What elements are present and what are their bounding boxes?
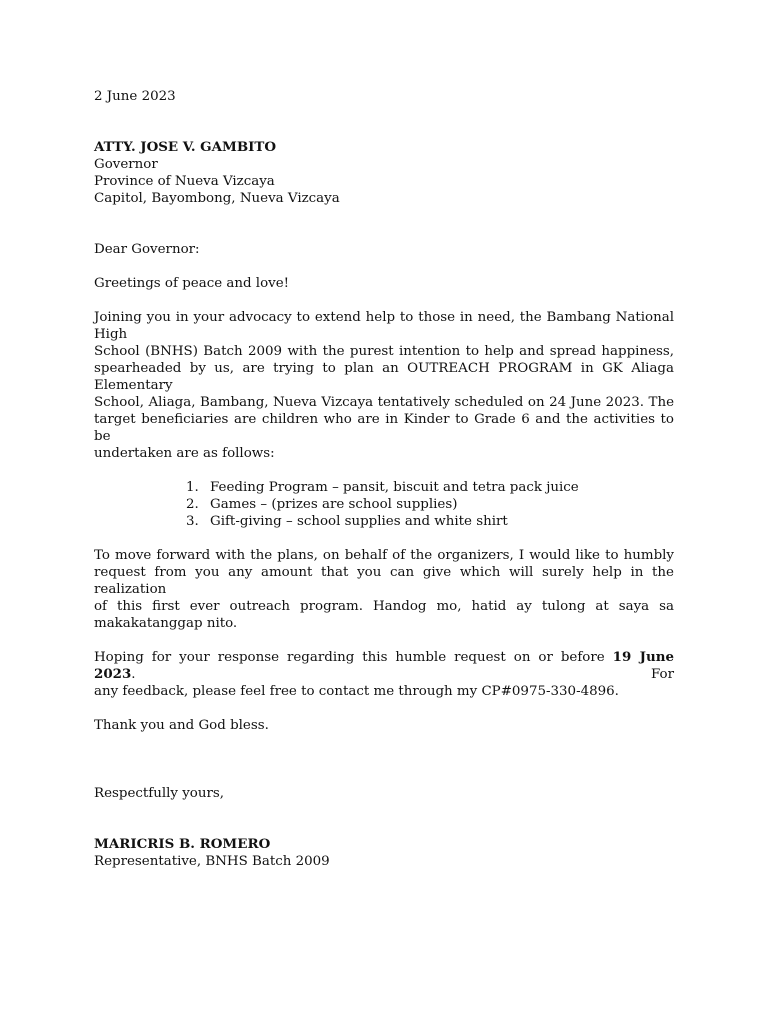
deadline-line-contact: any feedback, please feel free to contact me through my CP#0975-330-4896. <box>94 684 619 699</box>
list-item <box>186 513 674 530</box>
intro-line: Joining you in your advocacy to extend help to those in need, the Bambang National High <box>94 310 674 342</box>
intro-line: School (BNHS) Batch 2009 with the purest intention to help and spread happiness, <box>94 344 674 359</box>
intro-line: undertaken are as follows: <box>94 446 275 461</box>
closing-line: Respectfully yours, <box>94 786 225 801</box>
thanks-line: Thank you and God bless. <box>94 718 269 733</box>
list-item-number: 1. <box>186 480 199 495</box>
intro-line: School, Aliaga, Bambang, Nueva Vizcaya tentatively scheduled on 24 June 2023. The <box>94 395 674 410</box>
list-item-text: Feeding Program – pansit, biscuit and tetra pack juice <box>210 480 579 495</box>
signature-block <box>94 836 674 870</box>
request-line: of this first ever outreach program. Handog mo, hatid ay tulong at saya sa <box>94 599 674 614</box>
list-item-number: 3. <box>186 514 199 529</box>
deadline-text-before: Hoping for your response regarding this humble request on or before <box>94 650 613 665</box>
recipient-block <box>94 139 674 207</box>
list-item <box>186 479 674 496</box>
deadline-line <box>94 649 674 683</box>
request-line: To move forward with the plans, on behalf of the organizers, I would like to humbly <box>94 548 674 563</box>
request-paragraph <box>94 547 674 632</box>
deadline-paragraph <box>94 649 674 700</box>
signatory-name: MARICRIS B. ROMERO <box>94 836 271 852</box>
recipient-title: Governor <box>94 157 158 172</box>
salutation: Dear Governor: <box>94 242 200 257</box>
request-line: makakatanggap nito. <box>94 616 238 631</box>
recipient-name: ATTY. JOSE V. GAMBITO <box>94 139 277 155</box>
intro-line: spearheaded by us, are trying to plan an OUTREACH PROGRAM in GK Aliaga Elementary <box>94 361 674 393</box>
deadline-text-after: . For <box>131 667 674 682</box>
list-item-number: 2. <box>186 497 199 512</box>
list-item <box>186 496 674 513</box>
letter-page <box>94 88 674 870</box>
greeting: Greetings of peace and love! <box>94 276 290 291</box>
activities-list <box>94 479 674 530</box>
letter-date: 2 June 2023 <box>94 89 176 104</box>
list-item-text: Games – (prizes are school supplies) <box>210 497 458 512</box>
request-line: request from you any amount that you can give which will surely help in the realization <box>94 565 674 597</box>
recipient-office: Province of Nueva Vizcaya <box>94 174 275 189</box>
signatory-position: Representative, BNHS Batch 2009 <box>94 854 330 869</box>
deadline-date: 19 June 2023 <box>94 649 675 682</box>
list-item-text: Gift-giving – school supplies and white shirt <box>210 514 508 529</box>
intro-line: target beneficiaries are children who are in Kinder to Grade 6 and the activities to be <box>94 412 674 444</box>
intro-paragraph <box>94 309 674 462</box>
recipient-address: Capitol, Bayombong, Nueva Vizcaya <box>94 191 340 206</box>
